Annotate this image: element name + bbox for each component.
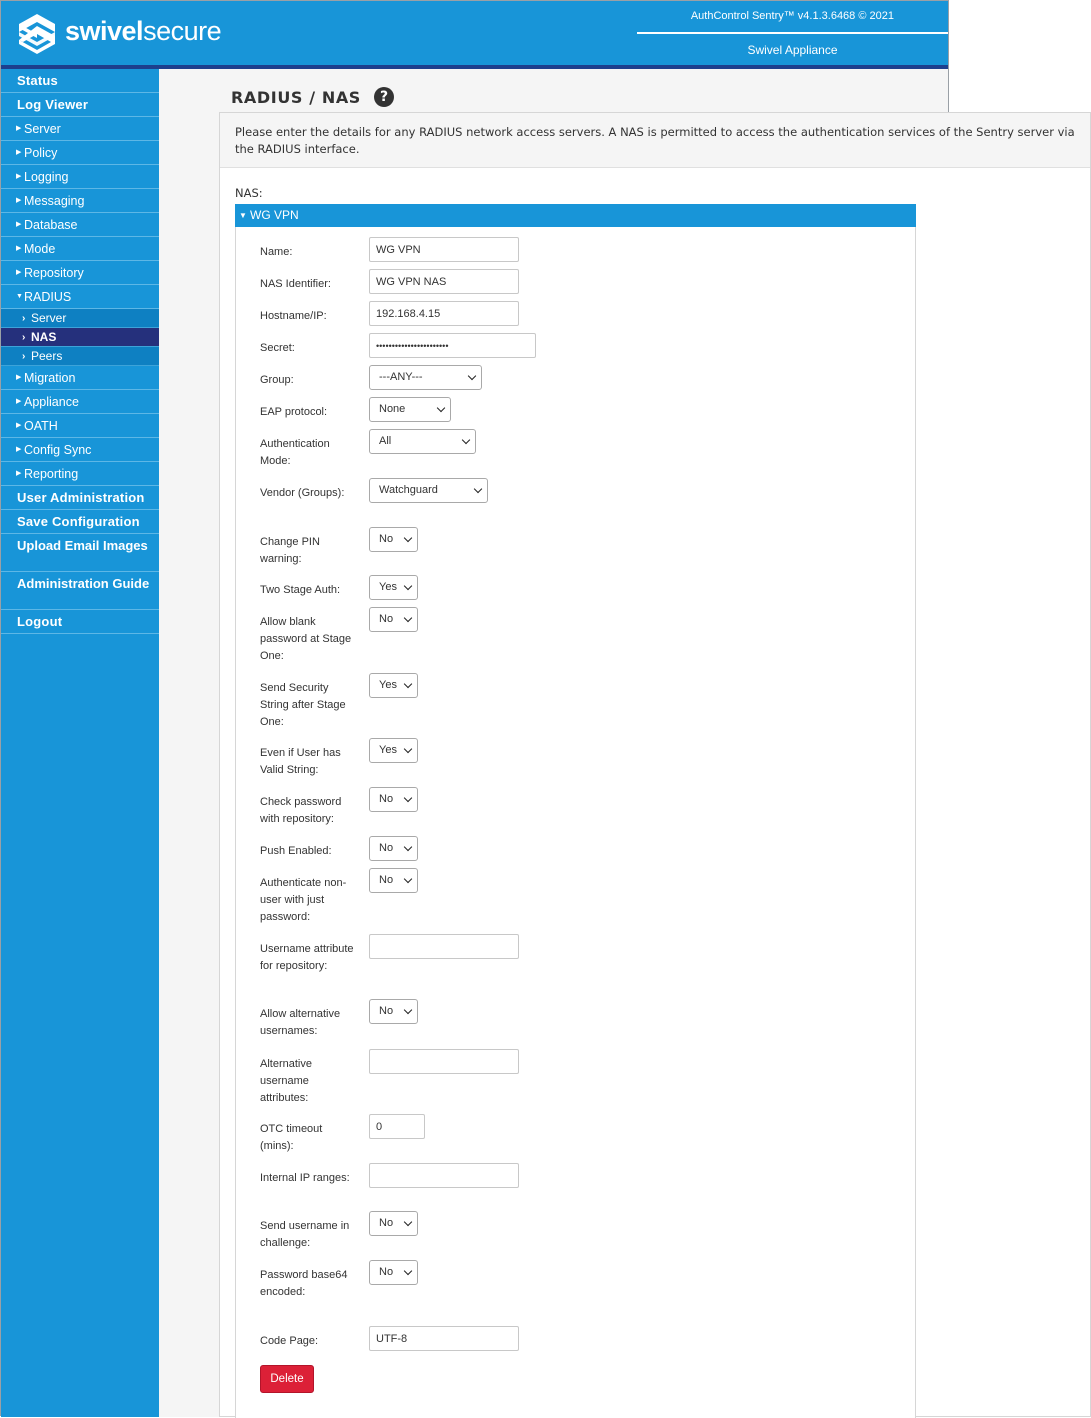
nas-identifier-input[interactable] [369, 269, 519, 294]
change-pin-warning-control [369, 527, 418, 552]
sidebar-item-oath[interactable] [1, 414, 159, 438]
select-value: No [379, 1005, 394, 1017]
select-value: Yes [379, 581, 397, 593]
sidebar-item-peers[interactable] [1, 347, 159, 366]
sidebar-item-label: Mode [24, 242, 56, 256]
chevron-right-icon: › [22, 351, 26, 362]
internal-ip-ranges-control [369, 1163, 519, 1188]
authentication-mode-label: Authentication Mode: [260, 438, 330, 467]
sidebar-item-nas[interactable] [1, 328, 159, 347]
authentication-mode-select[interactable] [369, 429, 476, 454]
nas-name: WG VPN [250, 208, 299, 222]
send-username-in-challenge-control [369, 1211, 418, 1236]
select-value: No [379, 842, 394, 854]
nas-form [235, 227, 916, 1418]
allow-blank-password-at-stage-one-select[interactable] [369, 607, 418, 632]
name-label: Name: [260, 246, 293, 258]
sidebar-item-label: Messaging [24, 194, 85, 208]
sidebar-item-label: Save Configuration [17, 514, 140, 529]
chevron-right-icon: › [22, 313, 26, 324]
secret-label: Secret: [260, 342, 295, 354]
sidebar-item-log-viewer[interactable] [1, 93, 159, 117]
username-attribute-for-repository-control [369, 934, 519, 959]
sidebar-item-label: Migration [24, 371, 76, 385]
chevron-down-icon [462, 436, 470, 444]
sidebar-item-mode[interactable] [1, 237, 159, 261]
authenticate-non-user-with-just-password-control [369, 868, 418, 893]
eap-protocol-label: EAP protocol: [260, 406, 328, 418]
sidebar-item-migration[interactable] [1, 366, 159, 390]
eap-protocol-control [369, 397, 451, 422]
caret-right-icon: ▶ [16, 422, 22, 429]
allow-alternative-usernames-control [369, 999, 418, 1024]
chevron-down-icon [404, 1218, 412, 1226]
sidebar-item-policy[interactable] [1, 141, 159, 165]
sidebar-item-upload-email-images[interactable] [1, 534, 159, 572]
app-header [1, 1, 948, 65]
secret-control [369, 333, 536, 358]
username-attribute-for-repository-label: Username attribute for repository: [260, 943, 354, 972]
two-stage-auth-label: Two Stage Auth: [260, 584, 341, 596]
sidebar-item-label: Logout [17, 614, 63, 629]
alternative-username-attributes-label: Alternative username attributes: [260, 1058, 312, 1104]
sidebar-item-administration-guide[interactable] [1, 572, 159, 610]
change-pin-warning-select[interactable] [369, 527, 418, 552]
chevron-down-icon [404, 1267, 412, 1275]
chevron-down-icon [404, 745, 412, 753]
appliance-label: Swivel Appliance [747, 43, 838, 57]
select-value: No [379, 1266, 394, 1278]
sidebar-item-reporting[interactable] [1, 462, 159, 486]
sidebar-item-label: Upload Email Images [17, 538, 148, 553]
send-username-in-challenge-select[interactable] [369, 1211, 418, 1236]
select-value: No [379, 1217, 394, 1229]
authenticate-non-user-with-just-password-select[interactable] [369, 868, 418, 893]
select-value: ---ANY--- [379, 371, 423, 383]
swivel-logo-icon [17, 13, 57, 55]
intro-text: Please enter the details for any RADIUS network access servers. A NAS is permitted to access the authentication services of the Sentry server via the RADIUS interface. [220, 113, 1090, 168]
caret-right-icon: ▶ [16, 269, 22, 276]
select-value: No [379, 874, 394, 886]
alternative-username-attributes-input[interactable] [369, 1049, 519, 1074]
sidebar-item-label: Repository [24, 266, 84, 280]
even-if-user-has-valid-string-control [369, 738, 418, 763]
group-label: Group: [260, 374, 294, 386]
select-value: Yes [379, 744, 397, 756]
otc-timeout-mins-control [369, 1114, 425, 1139]
send-security-string-after-stage-one-select[interactable] [369, 673, 418, 698]
header-divider [637, 32, 948, 34]
caret-right-icon: ▶ [16, 125, 22, 132]
two-stage-auth-control [369, 575, 418, 600]
authentication-mode-control [369, 429, 476, 454]
allow-alternative-usernames-label: Allow alternative usernames: [260, 1008, 341, 1037]
sidebar-item-radius[interactable] [1, 285, 159, 309]
chevron-right-icon: › [22, 332, 26, 343]
select-value: All [379, 435, 392, 447]
caret-right-icon: ▶ [16, 446, 22, 453]
internal-ip-ranges-label: Internal IP ranges: [260, 1172, 350, 1184]
brand-name: swivelsecure [65, 16, 222, 46]
send-security-string-after-stage-one-label: Send Security String after Stage One: [260, 682, 346, 728]
select-value: No [379, 613, 394, 625]
check-password-with-repository-select[interactable] [369, 787, 418, 812]
alternative-username-attributes-control [369, 1049, 519, 1074]
caret-right-icon: ▶ [16, 173, 22, 180]
hostname-ip-control [369, 301, 519, 326]
caret-right-icon: ▶ [16, 374, 22, 381]
chevron-down-icon [404, 875, 412, 883]
sidebar-item-label: NAS [31, 330, 57, 344]
sidebar-item-server[interactable] [1, 117, 159, 141]
sidebar-item-label: Appliance [24, 395, 79, 409]
main-content [159, 69, 1075, 1417]
push-enabled-select[interactable] [369, 836, 418, 861]
password-base64-encoded-select[interactable] [369, 1260, 418, 1285]
password-base64-encoded-label: Password base64 encoded: [260, 1269, 348, 1298]
sidebar-item-user-administration[interactable] [1, 486, 159, 510]
name-input[interactable] [369, 237, 519, 262]
authenticate-non-user-with-just-password-label: Authenticate non-user with just password: [260, 877, 347, 923]
select-value: No [379, 793, 394, 805]
sidebar-item-label: Config Sync [24, 443, 92, 457]
sidebar-item-label: Server [24, 122, 61, 136]
even-if-user-has-valid-string-label: Even if User has Valid String: [260, 747, 341, 776]
hostname-ip-input[interactable] [369, 301, 519, 326]
change-pin-warning-label: Change PIN warning: [260, 536, 320, 565]
sidebar-item-label: Log Viewer [17, 97, 89, 112]
sidebar-item-label: User Administration [17, 490, 145, 505]
password-base64-encoded-control [369, 1260, 418, 1285]
allow-alternative-usernames-select[interactable] [369, 999, 418, 1024]
otc-timeout-mins-label: OTC timeout (mins): [260, 1123, 323, 1152]
chevron-down-icon [404, 534, 412, 542]
chevron-down-icon [404, 582, 412, 590]
caret-right-icon: ▶ [16, 470, 22, 477]
page-title: RADIUS / NAS [231, 88, 361, 107]
chevron-down-icon [404, 1006, 412, 1014]
nas-accordion-header[interactable] [235, 204, 916, 227]
help-icon[interactable]: ? [374, 87, 394, 107]
sidebar-item-server[interactable] [1, 309, 159, 328]
chevron-down-icon [404, 843, 412, 851]
check-password-with-repository-control [369, 787, 418, 812]
chevron-down-icon [404, 680, 412, 688]
sidebar-item-repository[interactable] [1, 261, 159, 285]
even-if-user-has-valid-string-select[interactable] [369, 738, 418, 763]
push-enabled-control [369, 836, 418, 861]
caret-right-icon: ▶ [16, 398, 22, 405]
allow-blank-password-at-stage-one-control [369, 607, 418, 632]
nas-identifier-label: NAS Identifier: [260, 278, 331, 290]
sidebar-item-label: Server [31, 311, 67, 325]
delete-button[interactable]: Delete [260, 1365, 314, 1393]
select-value: Yes [379, 679, 397, 691]
username-attribute-for-repository-input[interactable] [369, 934, 519, 959]
content-panel [219, 112, 1091, 1417]
group-control [369, 365, 482, 390]
version-text: AuthControl Sentry™ v4.1.3.6468 © 2021 [690, 10, 894, 22]
sidebar-item-label: Administration Guide [17, 576, 150, 591]
select-value: None [379, 403, 406, 415]
sidebar-item-label: Status [17, 73, 58, 88]
caret-right-icon: ▶ [16, 149, 22, 156]
secret-input[interactable] [369, 333, 536, 358]
caret-right-icon: ▶ [16, 245, 22, 252]
check-password-with-repository-label: Check password with repository: [260, 796, 342, 825]
caret-right-icon: ▶ [16, 197, 22, 204]
caret-down-icon: ▼ [239, 211, 247, 220]
sidebar-item-label: Logging [24, 170, 69, 184]
nas-label: NAS: [235, 186, 263, 200]
allow-blank-password-at-stage-one-label: Allow blank password at Stage One: [260, 616, 352, 662]
name-control [369, 237, 519, 262]
sidebar-item-appliance[interactable] [1, 390, 159, 414]
send-username-in-challenge-label: Send username in challenge: [260, 1220, 350, 1249]
caret-right-icon: ▶ [16, 221, 22, 228]
sidebar-item-label: Peers [31, 349, 63, 363]
sidebar-item-label: OATH [24, 419, 58, 433]
sidebar-item-logging[interactable] [1, 165, 159, 189]
push-enabled-label: Push Enabled: [260, 845, 332, 857]
chevron-down-icon [437, 404, 445, 412]
nas-identifier-control [369, 269, 519, 294]
vendor-groups-control [369, 478, 488, 503]
two-stage-auth-select[interactable] [369, 575, 418, 600]
eap-protocol-select[interactable] [369, 397, 451, 422]
sidebar-item-label: RADIUS [24, 290, 72, 304]
select-value: No [379, 533, 394, 545]
sidebar-item-label: Reporting [24, 467, 79, 481]
internal-ip-ranges-input[interactable] [369, 1163, 519, 1188]
sidebar-item-label: Policy [24, 146, 58, 160]
vendor-groups-label: Vendor (Groups): [260, 487, 345, 499]
send-security-string-after-stage-one-control [369, 673, 418, 698]
otc-timeout-mins-input[interactable] [369, 1114, 425, 1139]
sidebar-item-messaging[interactable] [1, 189, 159, 213]
sidebar-item-config-sync[interactable] [1, 438, 159, 462]
group-select[interactable] [369, 365, 482, 390]
sidebar-item-label: Database [24, 218, 78, 232]
code-page-input[interactable] [369, 1326, 519, 1351]
vendor-groups-select[interactable] [369, 478, 488, 503]
chevron-down-icon [404, 794, 412, 802]
sidebar-item-logout[interactable] [1, 610, 159, 634]
sidebar-item-database[interactable] [1, 213, 159, 237]
hostname-ip-label: Hostname/IP: [260, 310, 327, 322]
code-page-label: Code Page: [260, 1335, 319, 1347]
chevron-down-icon [474, 485, 482, 493]
code-page-control [369, 1326, 519, 1351]
sidebar-item-save-configuration[interactable] [1, 510, 159, 534]
chevron-down-icon [468, 372, 476, 380]
select-value: Watchguard [379, 484, 438, 496]
sidebar-nav [1, 69, 159, 1417]
caret-down-icon: ▼ [16, 293, 23, 300]
sidebar-item-status[interactable] [1, 69, 159, 93]
chevron-down-icon [404, 614, 412, 622]
